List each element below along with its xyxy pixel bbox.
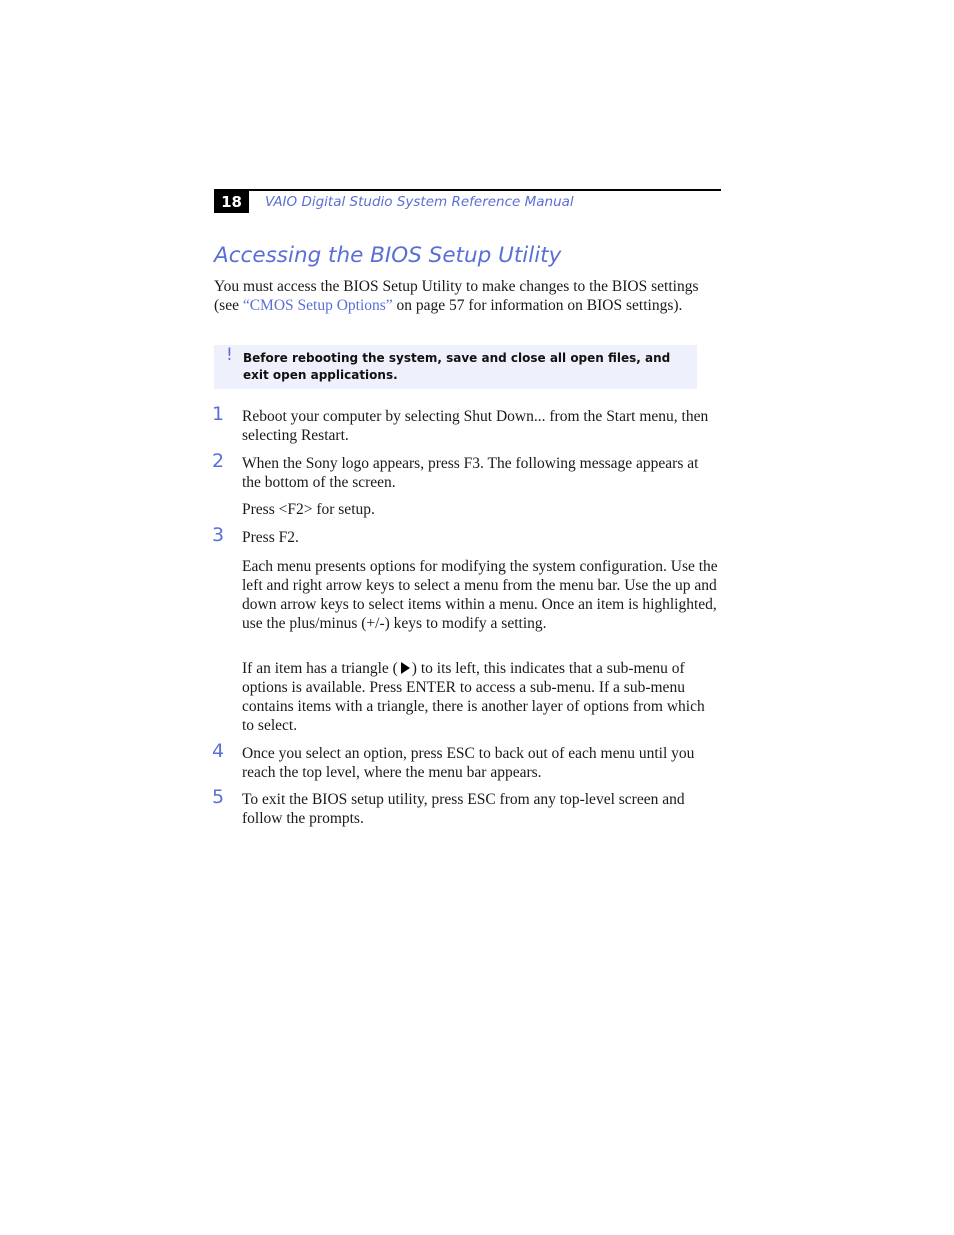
intro-paragraph: [214, 277, 720, 315]
intro-text-start: You must access the BIOS Setup Utility to make changes to the BIOS settings (see: [214, 278, 699, 314]
page-number: 18: [214, 191, 249, 213]
step-number-4: 4: [212, 740, 225, 762]
intro-text-end: on page 57 for information on BIOS settings).: [392, 297, 683, 314]
section-title: Accessing the BIOS Setup Utility: [214, 243, 562, 268]
caution-text: Before rebooting the system, save and close all open files, and exit open applications.: [243, 351, 671, 382]
step-number-5: 5: [212, 786, 225, 808]
manual-title: VAIO Digital Studio System Reference Manual: [265, 194, 574, 210]
triangle-right-icon: [401, 662, 410, 674]
step-text-5: To exit the BIOS setup utility, press ESC from any top-level screen and follow the prompts.: [242, 791, 685, 827]
step-text-1: Reboot your computer by selecting Shut Down... from the Start menu, then selecting Restart.: [242, 408, 709, 444]
exclamation-icon: !: [226, 345, 233, 365]
caution-box: [214, 345, 697, 389]
cmos-setup-options-link[interactable]: “CMOS Setup Options”: [242, 297, 393, 314]
header-rule: [214, 189, 721, 191]
step-number-3: 3: [212, 524, 225, 546]
step-text-4: Once you select an option, press ESC to back out of each menu until you reach the top level, where the menu bar appears.: [242, 745, 695, 781]
step-text-3: Press F2.: [242, 529, 299, 546]
step-text-2: When the Sony logo appears, press F3. The following message appears at the bottom of the screen.: [242, 455, 699, 491]
step-number-1: 1: [212, 403, 225, 425]
submenu-text-start: If an item has a triangle (: [242, 660, 398, 677]
setup-message: Press <F2> for setup.: [242, 501, 375, 518]
step-number-2: 2: [212, 450, 225, 472]
submenu-text-end: ) to its left, this indicates that a sub-menu of options is available. Press ENTER to access a sub-menu. If a sub-menu contains items with a triangle, there is another layer of options from which to select.: [242, 660, 705, 734]
step3-menu-paragraph: Each menu presents options for modifying the system configuration. Use the left and right arrow keys to select a menu from the menu bar. Use the up and down arrow keys to select items within a menu. Once an item is highlighted, use the plus/minus (+/-) keys to modify a setting.: [242, 558, 718, 632]
step3-submenu-paragraph: [242, 659, 720, 735]
